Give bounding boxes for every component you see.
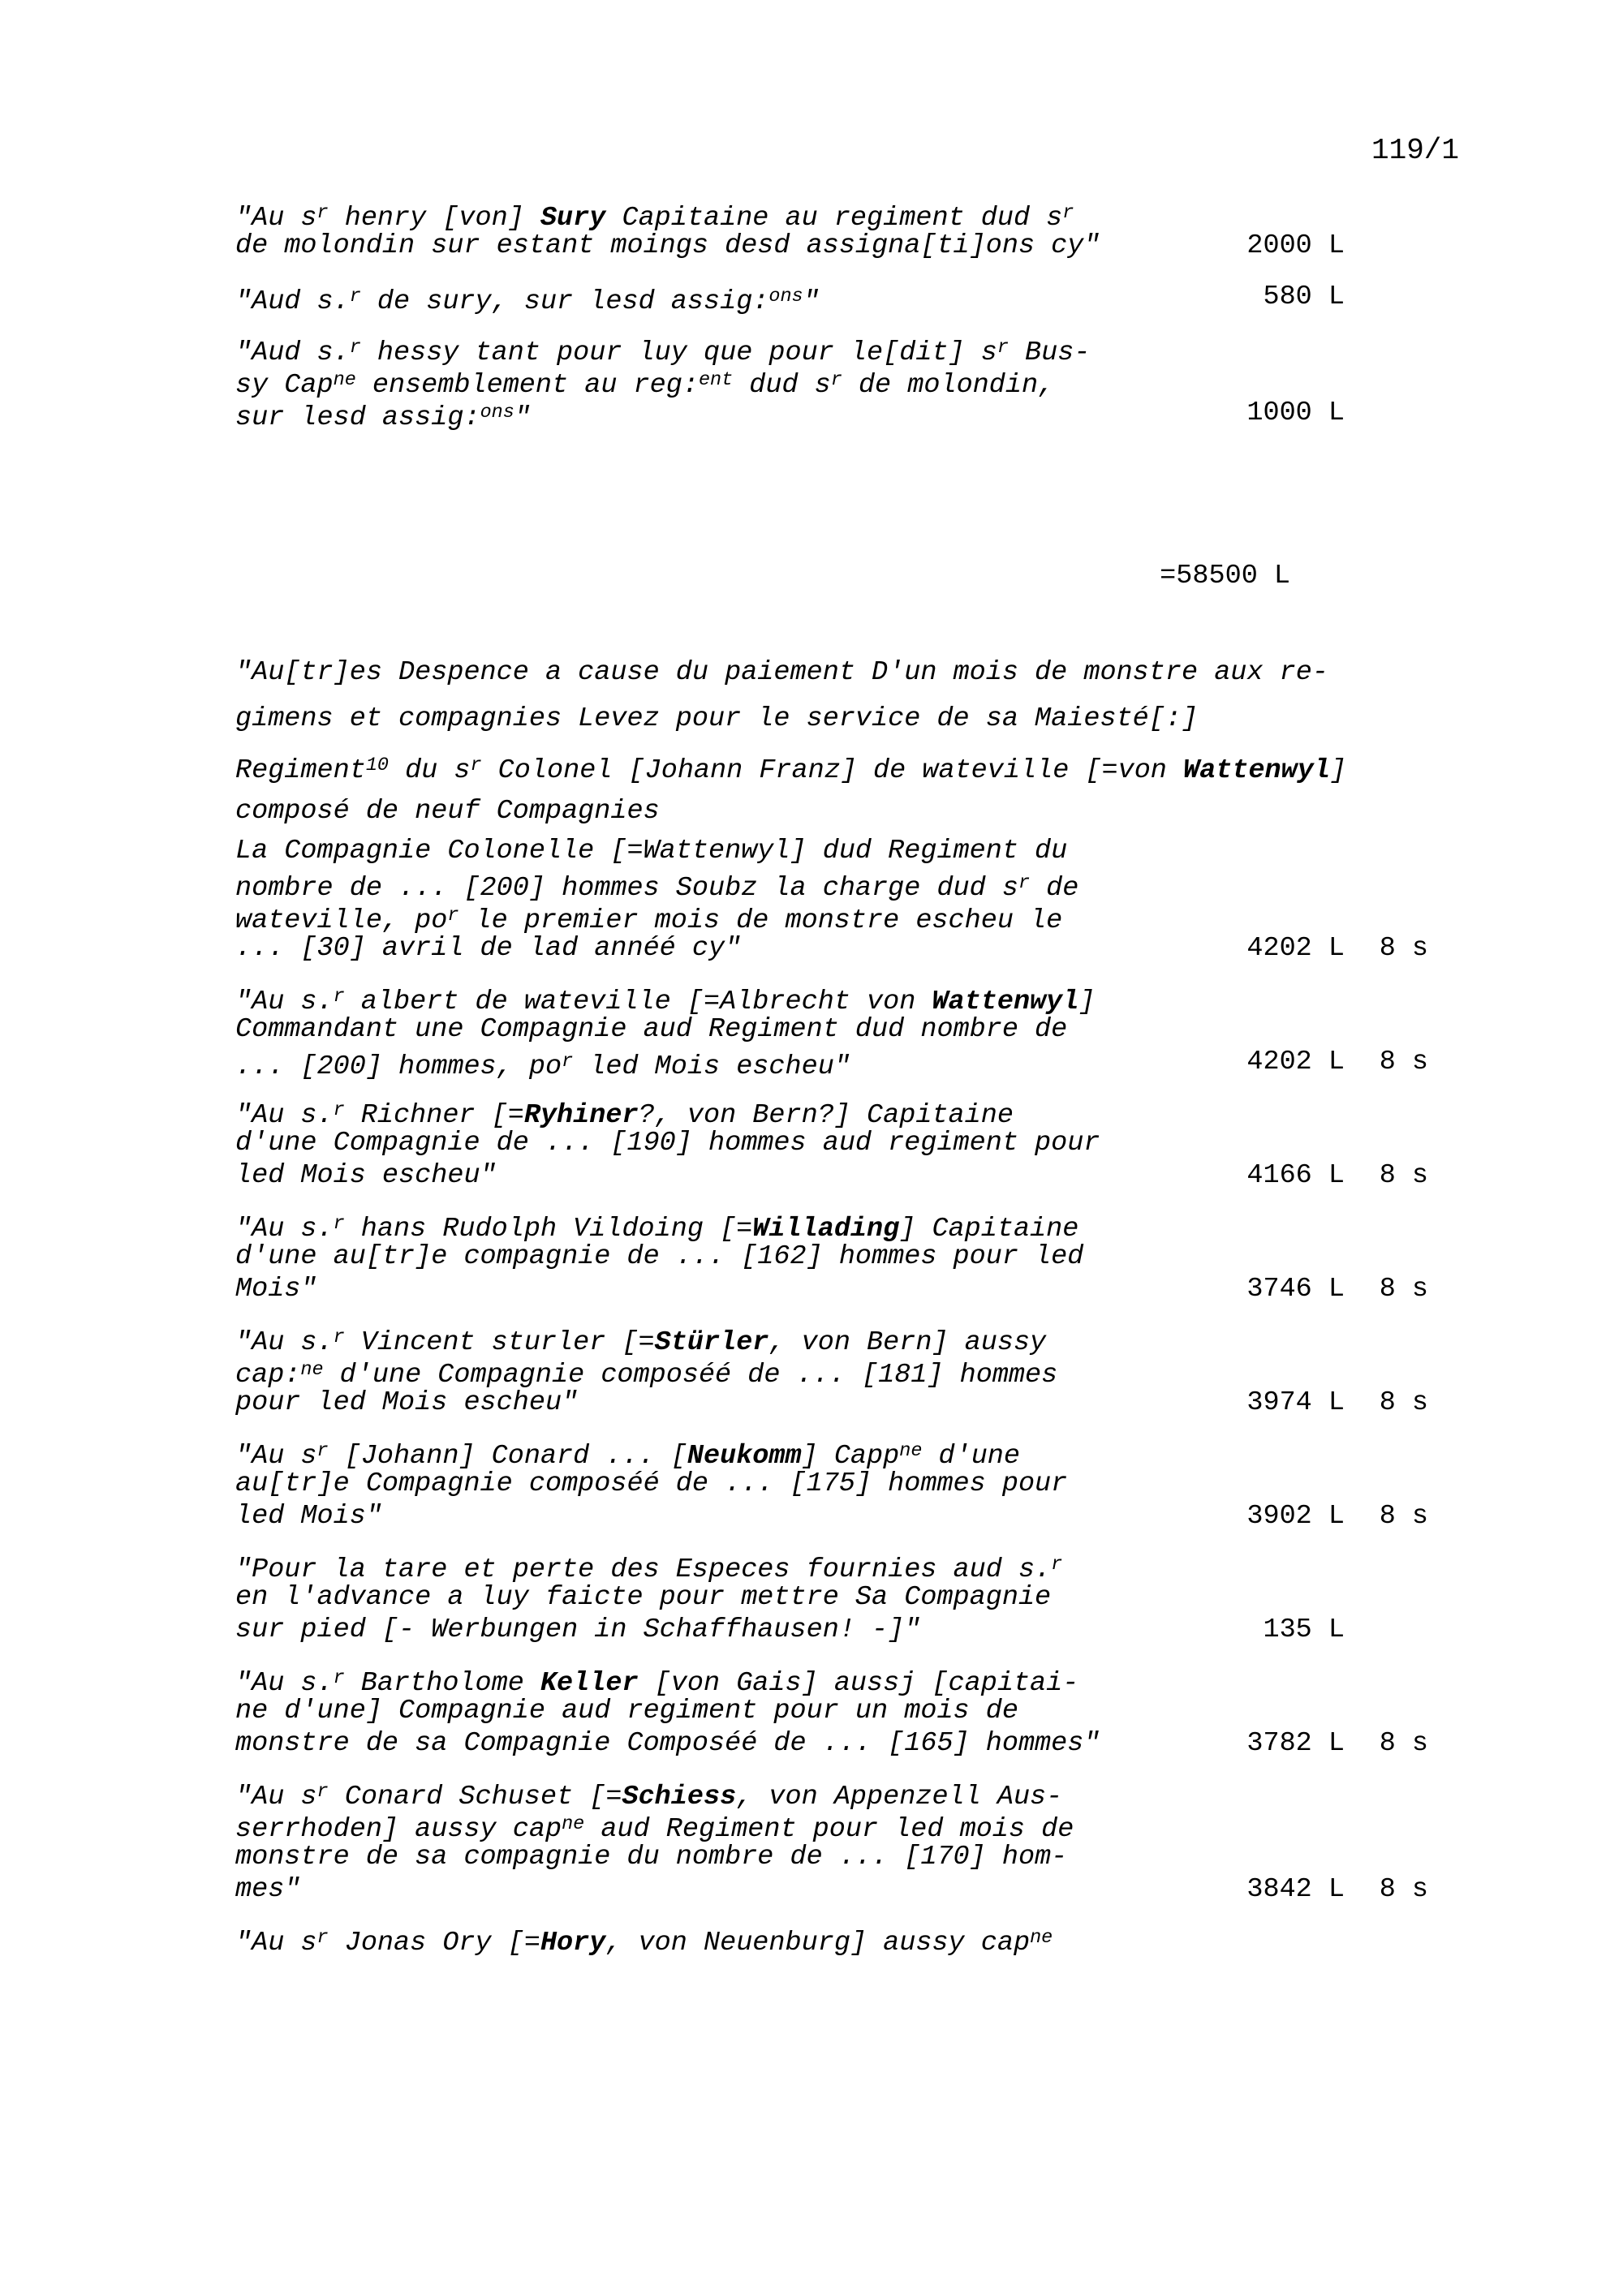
text-segment: du s — [388, 755, 471, 786]
text-segment: " — [514, 402, 531, 433]
text-segment: Richner [= — [344, 1099, 524, 1131]
text-segment: led Mois escheu" — [235, 1160, 497, 1191]
text-line — [235, 1581, 1428, 1614]
text-segment: de sury, sur lesd assig: — [360, 286, 769, 317]
text-segment: ne d'une] Compagnie aud regiment pour un mois de — [235, 1696, 1018, 1726]
text-line — [235, 1808, 1428, 1845]
ledger-entry — [235, 981, 1428, 1082]
text-segment: Commandant une Compagnie aud Regiment dud nombre de — [235, 1014, 1068, 1045]
text-segment: "Au s. — [235, 1667, 334, 1699]
text-segment: Conard Schuset [= — [328, 1781, 622, 1812]
ledger-entry — [235, 197, 1428, 262]
superscript: r — [562, 1051, 574, 1073]
superscript: r — [316, 202, 329, 224]
superscript: r — [470, 755, 482, 776]
text-segment: "Au s — [235, 1781, 317, 1812]
superscript: r — [349, 286, 361, 307]
emphasized-name: Schiess — [622, 1781, 737, 1812]
text-line — [235, 1240, 1428, 1273]
emphasized-name: Wattenwyl — [932, 986, 1079, 1017]
superscript: r — [333, 986, 345, 1008]
emphasized-name: Wattenwyl — [1183, 755, 1330, 786]
superscript: r — [997, 337, 1009, 359]
text-line — [235, 1662, 1428, 1699]
amount-sous: 8 s — [1379, 1047, 1428, 1077]
text-segment: de molondin sur estant moings desd assigna[ti]ons cy" — [235, 230, 1100, 261]
ledger-entry — [235, 1435, 1428, 1533]
document-content — [235, 197, 1428, 1971]
entry-amount — [1207, 1727, 1428, 1760]
superscript: 10 — [365, 755, 389, 776]
text-segment: ] Capp — [801, 1440, 900, 1472]
amount-sous: 8 s — [1379, 1501, 1428, 1532]
text-segment: Capitaine au regiment dud s — [605, 202, 1063, 234]
text-segment: "Au s. — [235, 1213, 334, 1245]
text-segment: "Aud s. — [235, 337, 350, 368]
entry-amount — [1207, 1387, 1428, 1419]
text-line — [235, 1094, 1428, 1131]
superscript: r — [447, 905, 459, 927]
amount-sous: 8 s — [1379, 1274, 1428, 1305]
amount-livres: 135 L — [1263, 1615, 1345, 1645]
regiment-entries — [235, 835, 1428, 1958]
emphasized-name: Willading — [752, 1213, 900, 1245]
text-segment: monstre de sa compagnie du nombre de ... [170] hom- — [235, 1842, 1068, 1872]
text-segment: Vincent sturler [= — [344, 1326, 655, 1358]
text-segment: ] Capitaine — [899, 1213, 1079, 1245]
text-segment: , von Appenzell Aus- — [736, 1781, 1063, 1812]
section-total-row — [235, 527, 1428, 591]
superscript: r — [316, 1440, 329, 1462]
text-segment: henry [von] — [328, 202, 540, 234]
amount-sous: 8 s — [1379, 933, 1428, 964]
superscript: ent — [698, 369, 734, 391]
entry-amount — [1207, 932, 1428, 965]
text-segment: "Pour la tare et perte des Especes fournies aud s. — [235, 1554, 1052, 1585]
text-line — [235, 1922, 1428, 1958]
text-segment: sy Cap — [235, 369, 334, 401]
amount-livres: 3842 L — [1246, 1874, 1345, 1905]
amount-livres: 1000 L — [1246, 398, 1345, 428]
text-segment: La Compagnie Colonelle [=Wattenwyl] dud Regiment du — [235, 836, 1068, 866]
amount-livres: 2000 L — [1246, 230, 1345, 261]
text-segment: aud Regiment pour led mois de — [584, 1813, 1074, 1845]
text-segment: serrhoden] aussy cap — [235, 1813, 562, 1845]
text-segment: led Mois escheu" — [573, 1051, 850, 1082]
text-line — [235, 696, 1428, 742]
ledger-entry — [235, 1549, 1428, 1646]
text-segment: , von Neuenburg] aussy cap — [605, 1927, 1031, 1958]
ledger-entry — [235, 1322, 1428, 1419]
superscript: ne — [333, 369, 356, 391]
text-segment: , von Bern] aussy — [768, 1326, 1047, 1358]
entry-amount — [1207, 1273, 1428, 1305]
entry-amount — [1207, 1500, 1428, 1533]
assignations-entries — [235, 197, 1428, 433]
text-line — [235, 1468, 1428, 1500]
superscript: ne — [562, 1813, 585, 1835]
entry-amount — [1207, 230, 1428, 262]
ledger-entry — [235, 1922, 1428, 1958]
text-segment: "Au s. — [235, 1326, 334, 1358]
text-segment: de — [1030, 872, 1079, 904]
text-segment: "Au[tr]es Despence a cause du paiement D'un mois de monstre aux re- — [235, 657, 1328, 688]
text-segment: sur pied [- Werbungen in Schaffhausen! -]" — [235, 1615, 921, 1645]
text-segment: led Mois" — [235, 1501, 382, 1532]
superscript: r — [1062, 202, 1074, 224]
entry-amount — [1207, 1614, 1428, 1646]
entry-amount — [1207, 1159, 1428, 1192]
text-segment: mes" — [235, 1874, 301, 1905]
text-segment: ] — [1078, 986, 1096, 1017]
text-segment: le premier mois de monstre escheu le — [458, 905, 1063, 936]
superscript: r — [1018, 872, 1031, 894]
superscript: r — [333, 1667, 345, 1689]
text-segment: d'une Compagnie de ... [190] hommes aud regiment pour — [235, 1128, 1100, 1159]
amount-livres: 3782 L — [1246, 1728, 1345, 1759]
text-segment: Regiment — [235, 755, 366, 786]
text-segment: composé de neuf Compagnies — [235, 796, 660, 827]
amount-sous — [1345, 397, 1428, 429]
emphasized-name: Ryhiner — [523, 1099, 639, 1131]
emphasized-name: Neukomm — [687, 1440, 802, 1472]
amount-sous: 8 s — [1379, 1728, 1428, 1759]
entry-amount — [1207, 1873, 1428, 1906]
amount-sous — [1345, 1614, 1428, 1646]
text-segment: d'une Compagnie composéé de ... [181] hommes — [323, 1359, 1058, 1391]
text-segment: "Au s — [235, 1440, 317, 1472]
text-line — [235, 742, 1428, 789]
superscript: r — [333, 1213, 345, 1235]
text-segment: "Au s. — [235, 986, 334, 1017]
section-regiment-wattenwyl — [235, 650, 1428, 1958]
text-segment: sur lesd assig: — [235, 402, 480, 433]
text-line — [235, 1841, 1428, 1873]
text-segment: "Aud s. — [235, 286, 350, 317]
text-line — [235, 332, 1428, 368]
text-line — [235, 900, 1428, 936]
text-segment: Bus- — [1008, 337, 1091, 368]
superscript: ons — [768, 286, 803, 307]
text-segment: hans Rudolph Vildoing [= — [344, 1213, 753, 1245]
amount-livres: 3746 L — [1246, 1274, 1345, 1305]
text-segment: Mois" — [235, 1274, 317, 1305]
text-segment: wateville, po — [235, 905, 448, 936]
text-line — [235, 789, 1428, 835]
text-segment: nombre de ... [200] hommes Soubz la charge dud s — [235, 872, 1018, 904]
text-segment: au[tr]e Compagnie composéé de ... [175] hommes pour — [235, 1468, 1068, 1499]
regiment-intro — [235, 650, 1428, 835]
text-segment: Jonas Ory [= — [328, 1927, 540, 1958]
text-segment: ?, von Bern?] Capitaine — [638, 1099, 1014, 1131]
text-line — [235, 835, 1428, 867]
emphasized-name: Hory — [540, 1927, 606, 1958]
text-segment: "Au s — [235, 202, 317, 234]
text-line — [235, 981, 1428, 1017]
emphasized-name: Stürler — [654, 1326, 769, 1358]
text-segment: " — [803, 286, 820, 317]
text-line — [235, 867, 1428, 904]
text-segment: Bartholome — [344, 1667, 540, 1699]
superscript: r — [316, 1781, 329, 1803]
text-segment: [Johann] Conard ... [ — [328, 1440, 687, 1472]
text-line — [235, 1127, 1428, 1159]
ledger-entry — [235, 1776, 1428, 1906]
text-segment: [von Gais] aussj [capitai- — [638, 1667, 1079, 1699]
text-segment: cap: — [235, 1359, 301, 1391]
emphasized-name: Sury — [540, 202, 606, 234]
text-line — [235, 1322, 1428, 1358]
entry-amount — [1207, 281, 1428, 313]
amount-livres: 4202 L — [1246, 933, 1345, 964]
amount-sous: 8 s — [1379, 1387, 1428, 1418]
superscript: r — [349, 337, 361, 359]
text-line — [235, 1354, 1428, 1391]
amount-sous — [1345, 281, 1428, 313]
text-segment: pour led Mois escheu" — [235, 1387, 579, 1418]
amount-livres: 3974 L — [1246, 1387, 1345, 1418]
superscript: ne — [899, 1440, 923, 1462]
amount-livres: 580 L — [1263, 282, 1345, 312]
text-segment: Colonel [Johann Franz] de wateville [=von — [481, 755, 1184, 786]
text-segment: "Au s. — [235, 1099, 334, 1131]
text-segment: hessy tant pour luy que pour le[dit] s — [360, 337, 997, 368]
text-segment: albert de wateville [=Albrecht von — [344, 986, 932, 1017]
text-segment: dud s — [733, 369, 831, 401]
text-line — [235, 1013, 1428, 1046]
amount-sous — [1345, 230, 1428, 262]
emphasized-name: Keller — [540, 1667, 639, 1699]
superscript: r — [333, 1326, 345, 1348]
ledger-entry — [235, 1094, 1428, 1192]
amount-livres: 4166 L — [1246, 1160, 1345, 1191]
text-line — [235, 1435, 1428, 1472]
ledger-entry — [235, 332, 1428, 433]
entry-amount — [1207, 1046, 1428, 1078]
text-line — [235, 1549, 1428, 1585]
superscript: r — [333, 1099, 345, 1121]
section-assignations — [235, 197, 1428, 591]
text-segment: ... [30] avril de lad annéé cy" — [235, 933, 742, 964]
page-number: 119/1 — [1371, 134, 1460, 167]
text-segment: "Au s — [235, 1927, 317, 1958]
text-line — [235, 364, 1428, 401]
text-segment: en l'advance a luy faicte pour mettre Sa Compagnie — [235, 1582, 1052, 1613]
text-line — [235, 650, 1428, 696]
total-amount: =58500 L — [1160, 561, 1290, 591]
text-segment: de molondin, — [842, 369, 1055, 401]
text-line — [235, 1208, 1428, 1245]
ledger-entry — [235, 1662, 1428, 1760]
superscript: ne — [300, 1359, 324, 1381]
amount-livres: 3902 L — [1246, 1501, 1345, 1532]
entry-amount — [1207, 397, 1428, 429]
text-line — [235, 1776, 1428, 1812]
text-segment: ensemblement au reg: — [355, 369, 699, 401]
ledger-entry — [235, 835, 1428, 965]
superscript: r — [316, 1927, 329, 1949]
text-segment: ... [200] hommes, po — [235, 1051, 562, 1082]
superscript: ne — [1030, 1927, 1053, 1949]
amount-sous: 8 s — [1379, 1874, 1428, 1905]
text-segment: monstre de sa Compagnie Composéé de ... [165] hommes" — [235, 1728, 1100, 1759]
amount-livres: 4202 L — [1246, 1047, 1345, 1077]
amount-sous: 8 s — [1379, 1160, 1428, 1191]
text-segment: gimens et compagnies Levez pour le service de sa Maiesté[:] — [235, 703, 1199, 734]
ledger-entry — [235, 1208, 1428, 1305]
ledger-entry — [235, 281, 1428, 317]
text-segment: d'une au[tr]e compagnie de ... [162] hommes pour led — [235, 1241, 1084, 1272]
text-segment: d'une — [922, 1440, 1021, 1472]
text-line — [235, 1695, 1428, 1727]
text-segment: ] — [1329, 755, 1347, 786]
superscript: r — [830, 369, 842, 391]
superscript: ons — [480, 402, 514, 424]
text-line — [235, 197, 1428, 234]
superscript: r — [1051, 1554, 1063, 1576]
